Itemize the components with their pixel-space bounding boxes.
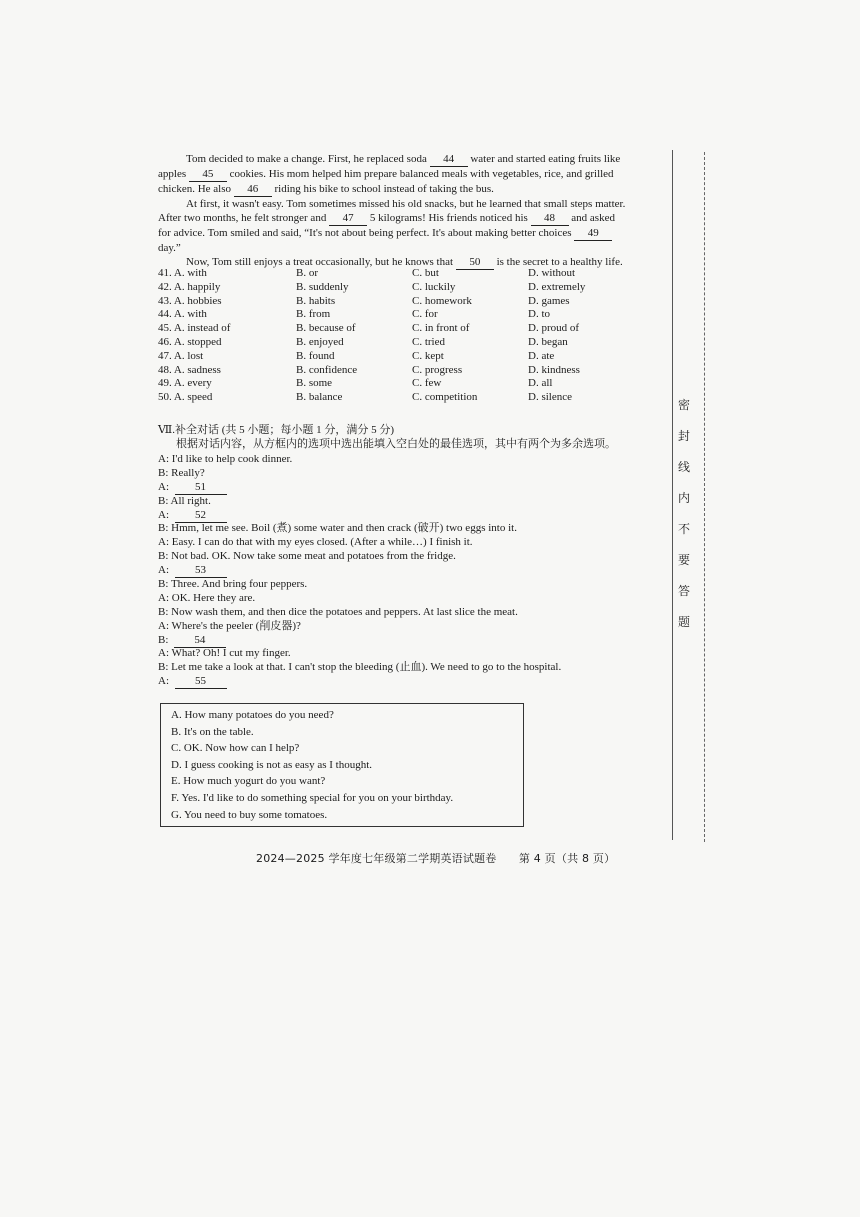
- option-a: 45. A. instead of: [158, 322, 231, 335]
- dialog-line: A: Easy. I can do that with my eyes closed. (After a while…) I finish it.: [158, 536, 473, 549]
- option-d: D. ate: [528, 349, 555, 362]
- option-b: B. enjoyed: [296, 335, 344, 348]
- dialog-line: A: What? Oh! I cut my finger.: [158, 647, 291, 660]
- option-b: B. suddenly: [296, 280, 349, 293]
- choice-option: C. OK. Now how can I help?: [171, 742, 300, 755]
- dialog-line: A: Where's the peeler (削皮器)?: [158, 619, 301, 632]
- blank-46: 46: [234, 182, 272, 197]
- passage-text: After two months, he felt stronger and: [158, 212, 327, 224]
- dialog-blank: 52: [175, 508, 227, 523]
- passage-line-4: [158, 197, 625, 211]
- dialog-line: B: Really?: [158, 466, 205, 479]
- passage-line-2: [158, 167, 625, 182]
- choice-option: B. It's on the table.: [171, 725, 254, 738]
- dialog-line: [158, 563, 561, 577]
- cloze-passage: [158, 152, 625, 270]
- passage-text: 5 kilograms! His friends noticed his: [369, 212, 528, 224]
- seal-char: 线: [677, 460, 690, 474]
- passage-text: is the secret to a healthy life.: [496, 256, 623, 268]
- option-b: B. habits: [296, 294, 336, 307]
- passage-text: chicken. He also: [158, 183, 231, 195]
- blank-50: 50: [456, 255, 494, 270]
- option-d: D. proud of: [528, 322, 580, 335]
- option-b: B. found: [296, 349, 335, 362]
- option-row: [158, 267, 644, 281]
- option-a: 48. A. sadness: [158, 363, 221, 376]
- speaker-label: A:: [158, 564, 169, 577]
- option-b: B. because of: [296, 322, 356, 335]
- seal-char: 题: [677, 615, 690, 629]
- dialog-line: B: Now wash them, and then dice the potatoes and peppers. At last slice the meat.: [158, 605, 518, 618]
- dialog-line: [158, 633, 561, 647]
- passage-text: water and started eating fruits like: [470, 153, 621, 165]
- option-a: 47. A. lost: [158, 349, 204, 362]
- option-b: B. from: [296, 308, 331, 321]
- passage-line-5: [158, 211, 625, 226]
- speaker-label: A:: [158, 675, 169, 688]
- seal-char: 内: [677, 491, 690, 505]
- passage-text: Tom decided to make a change. First, he replaced soda: [186, 153, 427, 165]
- option-row: [158, 336, 644, 350]
- speaker-label: A:: [158, 508, 169, 521]
- option-row: [158, 295, 644, 309]
- passage-text: riding his bike to school instead of taking the bus.: [274, 183, 494, 195]
- option-d: D. games: [528, 294, 570, 307]
- cloze-options-table: [158, 267, 644, 405]
- blank-48: 48: [531, 211, 569, 226]
- dialog-line: B: Three. And bring four peppers.: [158, 578, 308, 591]
- option-d: D. all: [528, 377, 553, 390]
- option-row: [158, 308, 644, 322]
- dialog-blank: 51: [175, 480, 227, 495]
- dialog-line: [158, 508, 561, 522]
- option-d: D. kindness: [528, 363, 580, 376]
- dialog: [158, 452, 561, 688]
- option-d: D. silence: [528, 391, 572, 404]
- choice-option: D. I guess cooking is not as easy as I thought.: [171, 758, 373, 771]
- seal-char: 密: [677, 398, 690, 412]
- option-c: C. progress: [412, 363, 463, 376]
- passage-line-1: [158, 152, 625, 167]
- blank-44: 44: [430, 152, 468, 167]
- option-c: C. few: [412, 377, 442, 390]
- option-b: B. balance: [296, 391, 343, 404]
- option-row: [158, 281, 644, 295]
- choice-option: A. How many potatoes do you need?: [171, 709, 334, 721]
- option-a: 46. A. stopped: [158, 335, 222, 348]
- dialog-line: [158, 480, 561, 494]
- blank-45: 45: [189, 167, 227, 182]
- dialog-line: [158, 674, 561, 688]
- option-a: 49. A. every: [158, 377, 212, 390]
- passage-line-7: [158, 241, 625, 255]
- option-c: C. but: [412, 267, 439, 279]
- option-d: D. extremely: [528, 280, 586, 293]
- binding-dashed-line: [704, 152, 705, 842]
- blank-49: 49: [574, 226, 612, 241]
- option-c: C. kept: [412, 349, 444, 362]
- option-row: [158, 350, 644, 364]
- passage-text: day.”: [158, 242, 181, 254]
- passage-text: At first, it wasn't easy. Tom sometimes missed his old snacks, but he learned that small steps matter.: [186, 198, 626, 210]
- dialog-line: B: All right.: [158, 494, 211, 507]
- option-row: [158, 322, 644, 336]
- seal-line-notice: [675, 396, 693, 644]
- page-footer: 2024—2025 学年度七年级第二学期英语试题卷 第 4 页（共 8 页）: [256, 852, 616, 865]
- option-a: 50. A. speed: [158, 391, 213, 404]
- seal-char: 不: [677, 522, 690, 536]
- option-d: D. without: [528, 267, 576, 279]
- dialog-line: B: Let me take a look at that. I can't stop the bleeding (止血). We need to go to the hospital.: [158, 661, 562, 674]
- option-a: 44. A. with: [158, 308, 207, 321]
- dialog-line: A: OK. Here they are.: [158, 591, 256, 604]
- option-row: [158, 391, 644, 405]
- seal-char: 要: [677, 553, 690, 567]
- section-heading: Ⅶ.补全对话 (共 5 小题；每小题 1 分，满分 5 分): [158, 424, 395, 436]
- option-c: C. competition: [412, 391, 478, 404]
- dialog-blank: 53: [175, 563, 227, 578]
- dialog-line: B: Not bad. OK. Now take some meat and potatoes from the fridge.: [158, 550, 456, 563]
- blank-47: 47: [329, 211, 367, 226]
- option-d: D. began: [528, 335, 568, 348]
- dialog-line: A: I'd like to help cook dinner.: [158, 453, 293, 465]
- option-c: C. homework: [412, 294, 472, 307]
- option-b: B. confidence: [296, 363, 358, 376]
- choice-option: E. How much yogurt do you want?: [171, 775, 326, 788]
- seal-char: 封: [677, 429, 690, 443]
- speaker-label: A:: [158, 480, 169, 493]
- passage-text: cookies. His mom helped him prepare balanced meals with vegetables, rice, and grilled: [229, 168, 614, 180]
- option-c: C. for: [412, 308, 438, 321]
- choice-option: G. You need to buy some tomatoes.: [171, 808, 328, 821]
- choice-option: F. Yes. I'd like to do something special for you on your birthday.: [171, 791, 454, 804]
- option-d: D. to: [528, 308, 550, 321]
- option-a: 42. A. happily: [158, 280, 221, 293]
- option-row: [158, 377, 644, 391]
- passage-text: apples: [158, 168, 187, 180]
- choice-box: [160, 703, 524, 827]
- option-b: B. or: [296, 267, 318, 279]
- passage-text: and asked: [571, 212, 615, 224]
- dialog-blank: 54: [174, 633, 226, 648]
- speaker-label: B:: [158, 633, 169, 646]
- option-c: C. tried: [412, 335, 445, 348]
- dialog-line: B: Hmm, let me see. Boil (煮) some water and then crack (破开) two eggs into it.: [158, 522, 517, 535]
- passage-text: for advice. Tom smiled and said, “It's not about being perfect. It's about making better choices: [158, 227, 572, 239]
- seal-char: 答: [677, 584, 690, 598]
- option-a: 41. A. with: [158, 267, 207, 279]
- option-c: C. luckily: [412, 280, 456, 293]
- passage-text: Now, Tom still enjoys a treat occasionally, but he knows that: [186, 256, 454, 268]
- passage-line-3: [158, 182, 625, 197]
- dialog-blank: 55: [175, 674, 227, 689]
- section-instruction: 根据对话内容，从方框内的选项中选出能填入空白处的最佳选项，其中有两个为多余选项。: [176, 438, 616, 450]
- option-a: 43. A. hobbies: [158, 294, 222, 307]
- option-row: [158, 364, 644, 378]
- passage-line-6: [158, 226, 625, 241]
- option-c: C. in front of: [412, 322, 470, 335]
- margin-rule: [672, 150, 673, 840]
- option-b: B. some: [296, 377, 333, 390]
